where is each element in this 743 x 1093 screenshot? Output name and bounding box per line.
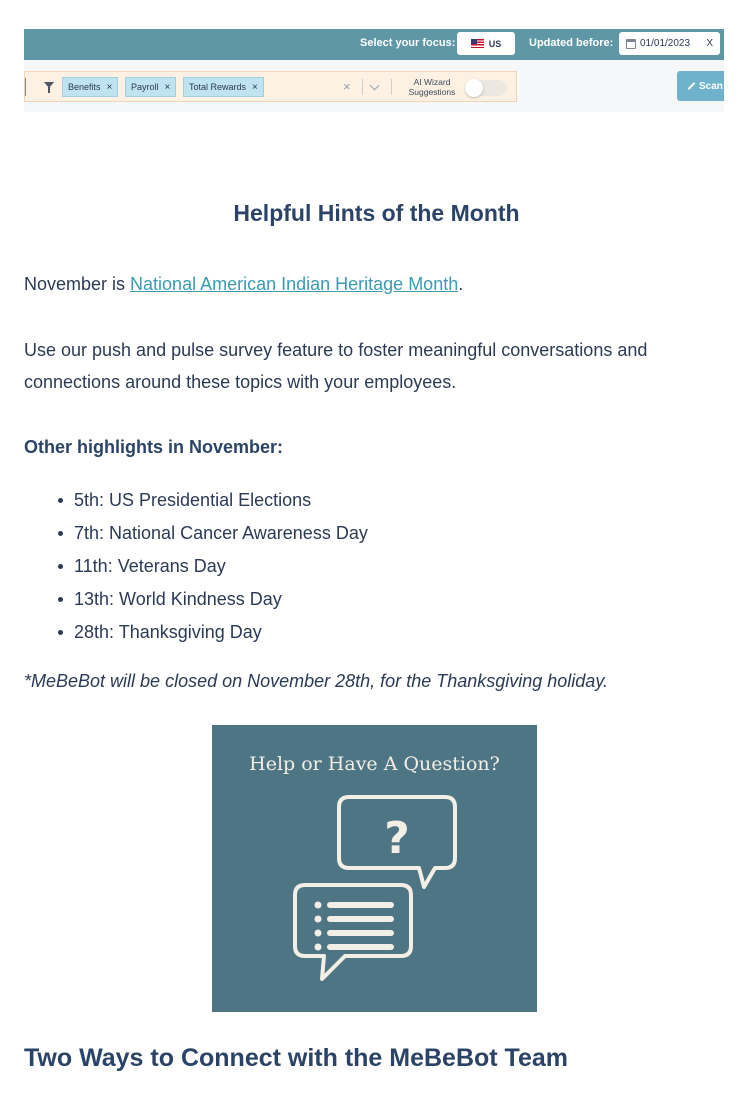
help-question-card[interactable]: [212, 725, 537, 1012]
filter-chip-payroll[interactable]: [125, 77, 176, 97]
ai-wizard-toggle[interactable]: [465, 80, 507, 96]
highlights-list: [74, 484, 368, 649]
list-item: 11th: Veterans Day: [74, 550, 368, 583]
connect-title: Two Ways to Connect with the MeBeBot Team: [24, 1044, 569, 1072]
updated-label: Updated before:: [529, 37, 614, 49]
calendar-icon: [626, 39, 636, 49]
filter-divider: [25, 78, 26, 96]
filter-separator: [362, 79, 363, 95]
focus-value: US: [488, 38, 502, 49]
chip-label: Total Rewards: [189, 82, 247, 92]
chip-remove-icon[interactable]: ×: [106, 81, 113, 93]
chevron-down-icon[interactable]: [370, 81, 380, 91]
magic-wand-icon: [688, 82, 696, 90]
heritage-paragraph: [24, 268, 729, 300]
filter-icon[interactable]: [44, 82, 54, 88]
closure-note: *MeBeBot will be closed on November 28th, for the Thanksgiving holiday.: [24, 671, 608, 691]
filter-chip-total-rewards[interactable]: [183, 77, 264, 97]
date-clear-button[interactable]: X: [706, 38, 713, 49]
intro-prefix: November is: [24, 274, 131, 294]
help-card-title: Help or Have A Question?: [249, 753, 500, 775]
date-value: 01/01/2023: [640, 38, 691, 49]
us-flag-icon: [471, 39, 484, 48]
app-screenshot-banner: [24, 29, 724, 112]
filter-chip-benefits[interactable]: [62, 77, 118, 97]
chip-remove-icon[interactable]: ×: [164, 81, 171, 93]
list-item: 5th: US Presidential Elections: [74, 484, 368, 517]
survey-paragraph: Use our push and pulse survey feature to foster meaningful conversations and connections around these topics with your employees.: [24, 340, 648, 392]
filter-bar: [24, 71, 517, 102]
chip-label: Benefits: [68, 82, 101, 92]
clear-filters-button[interactable]: ×: [343, 79, 351, 94]
ai-wizard-label: AI Wizard Suggestions: [408, 77, 456, 97]
focus-select[interactable]: [457, 32, 515, 55]
list-item: 28th: Thanksgiving Day: [74, 616, 368, 649]
focus-toolbar: [24, 29, 724, 60]
svg-text:?: ?: [384, 813, 410, 864]
focus-label: Select your focus:: [360, 37, 456, 49]
list-item: 7th: National Cancer Awareness Day: [74, 517, 368, 550]
highlights-title: Other highlights in November:: [24, 437, 284, 457]
chat-bubbles-icon: [212, 725, 537, 1012]
intro-suffix: .: [458, 274, 464, 294]
heritage-month-link[interactable]: National American Indian Heritage Month: [130, 274, 459, 294]
hints-title: Helpful Hints of the Month: [233, 200, 520, 226]
filter-separator: [391, 79, 392, 95]
list-item: 13th: World Kindness Day: [74, 583, 368, 616]
scan-label: Scan: [699, 80, 723, 92]
chip-label: Payroll: [131, 82, 159, 92]
chip-remove-icon[interactable]: ×: [252, 81, 258, 93]
scan-button[interactable]: [677, 71, 724, 101]
date-input[interactable]: [619, 32, 720, 55]
